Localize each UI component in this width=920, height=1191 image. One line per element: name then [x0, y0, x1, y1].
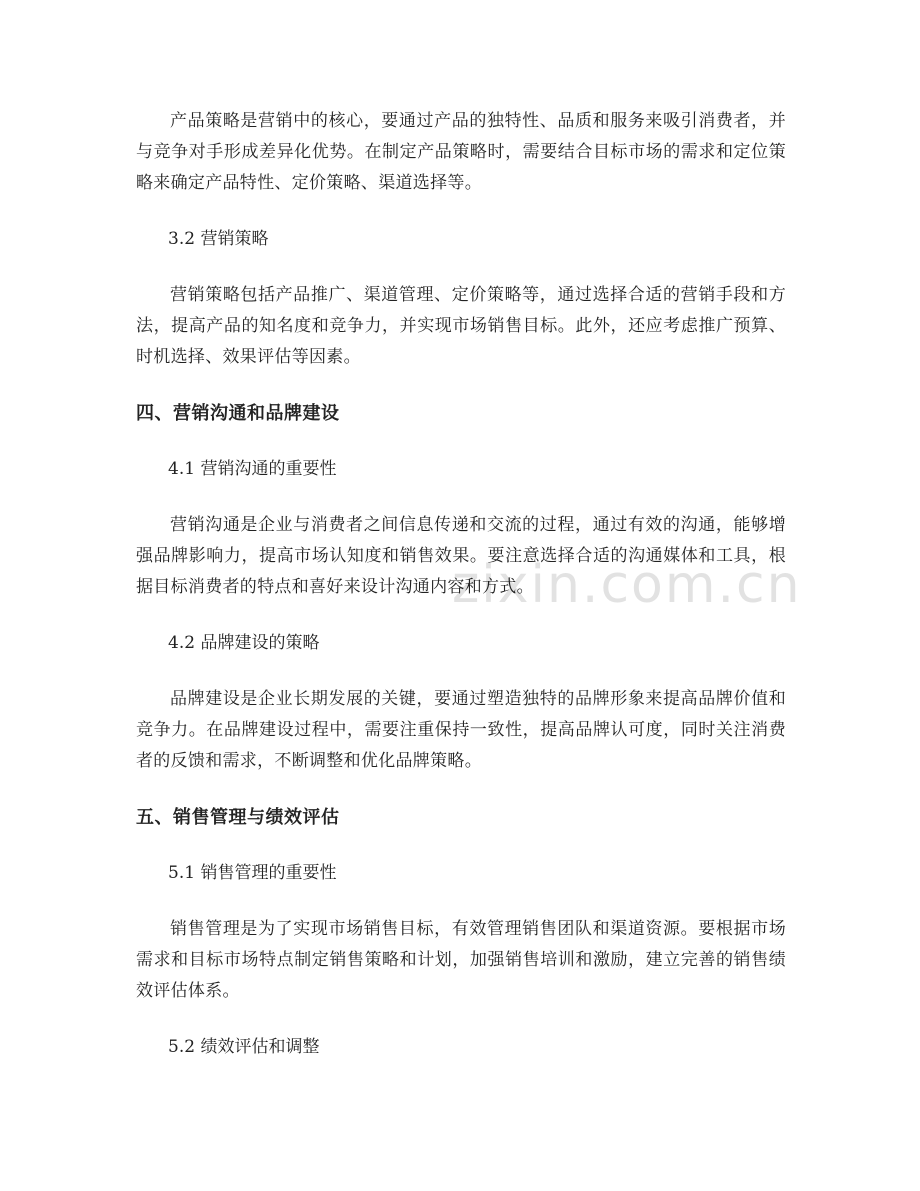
subheading-5-1: 5.1 销售管理的重要性: [168, 863, 337, 883]
paragraph-brand-building: 品牌建设是企业长期发展的关键，要通过塑造独特的品牌形象来提高品牌价值和竞争力。在品牌建设过程中，需要注重保持一致性，提高品牌认可度，同时关注消费者的反馈和需求，不断调整和优化品牌策略。: [136, 689, 786, 771]
subheading-3-2: 3.2 营销策略: [168, 229, 269, 249]
document-body: [136, 106, 786, 1088]
subheading-4-2: 4.2 品牌建设的策略: [168, 633, 320, 653]
subheading-5-2: 5.2 绩效评估和调整: [168, 1037, 320, 1057]
paragraph-marketing-strategy: 营销策略包括产品推广、渠道管理、定价策略等，通过选择合适的营销手段和方法，提高产品的知名度和竞争力，并实现市场销售目标。此外，还应考虑推广预算、时机选择、效果评估等因素。: [136, 285, 786, 367]
watermark: zixin.com.cn: [452, 555, 802, 615]
subheading-4-1: 4.1 营销沟通的重要性: [168, 459, 337, 479]
paragraph-marketing-communication: 营销沟通是企业与消费者之间信息传递和交流的过程，通过有效的沟通，能够增强品牌影响力，提高市场认知度和销售效果。要注意选择合适的沟通媒体和工具，根据目标消费者的特点和喜好来设计沟通内容和方式。: [136, 515, 786, 597]
paragraph-sales-management: 销售管理是为了实现市场销售目标，有效管理销售团队和渠道资源。要根据市场需求和目标市场特点制定销售策略和计划，加强销售培训和激励，建立完善的销售绩效评估体系。: [136, 919, 786, 1001]
section-heading-5: 五、销售管理与绩效评估: [136, 807, 340, 828]
paragraph-product-strategy: 产品策略是营销中的核心，要通过产品的独特性、品质和服务来吸引消费者，并与竞争对手形成差异化优势。在制定产品策略时，需要结合目标市场的需求和定位策略来确定产品特性、定价策略、渠道选择等。: [136, 111, 786, 193]
section-heading-4: 四、营销沟通和品牌建设: [136, 403, 340, 424]
